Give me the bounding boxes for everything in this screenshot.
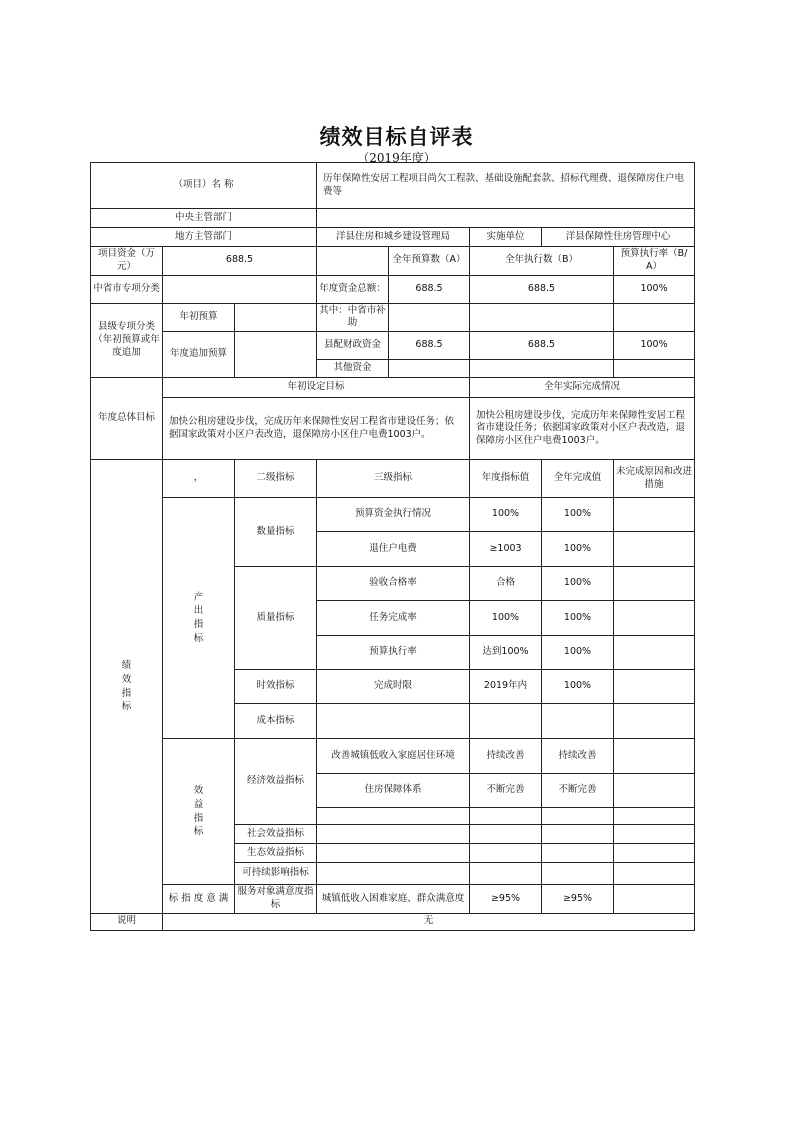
output-label: 产出指标 (163, 498, 235, 739)
eco-target (470, 844, 542, 863)
row-target: ≥95% (470, 885, 542, 914)
row-target: 合格 (470, 567, 542, 601)
page-title: 绩效目标自评表 (319, 125, 474, 149)
year-total-label: 年度资金总额： (317, 275, 389, 303)
row-done: 100% (542, 636, 614, 670)
row-name: 退住户电费 (317, 532, 470, 567)
central-special-label: 中省市专项分类 (91, 275, 163, 303)
row-target: ≥1003 (470, 532, 542, 567)
central-special-value (163, 275, 317, 303)
row-done: 100% (542, 532, 614, 567)
year-total-rate: 100% (614, 275, 695, 303)
social-done (542, 825, 614, 844)
row-target: 达到100% (470, 636, 542, 670)
eco-reason (614, 844, 695, 863)
eco-label: 生态效益指标 (235, 844, 317, 863)
satisfaction-label: 标 指 度 意 满 (163, 885, 235, 914)
row-name: 验收合格率 (317, 567, 470, 601)
eco-name (317, 844, 470, 863)
project-name-value: 历年保障性安居工程项目尚欠工程款、基础设施配套款、招标代理费、退保障房住户电费等 (317, 163, 695, 209)
social-reason (614, 825, 695, 844)
overall-done-text: 加快公租房建设步伐，完成历年来保障性安居工程省市建设任务；依据国家政策对小区户表改造，退保障房小区住户电费1003户。 (470, 398, 695, 460)
econ-label: 经济效益指标 (235, 739, 317, 825)
row-reason (614, 670, 695, 704)
econ-blank-name (317, 808, 470, 825)
overall-target-label: 年度总体目标 (91, 378, 163, 460)
county-fund-budget: 688.5 (389, 332, 470, 360)
row-done: 不断完善 (542, 774, 614, 808)
other-fund-exec (470, 360, 614, 378)
row-reason (614, 601, 695, 636)
row-done: 100% (542, 670, 614, 704)
row-name: 城镇低收入困难家庭、群众满意度 (317, 885, 470, 914)
central-dept-label: 中央主管部门 (91, 209, 317, 228)
row-name: 预算资金执行情况 (317, 498, 470, 532)
sustain-label: 可持续影响指标 (235, 863, 317, 885)
social-label: 社会效益指标 (235, 825, 317, 844)
overall-set-label: 年初设定目标 (163, 378, 470, 398)
funds-label: 项目资金（万元） (91, 247, 163, 276)
row-reason (614, 532, 695, 567)
perf-col3: 三级指标 (317, 460, 470, 498)
perf-col4: 年度指标值 (470, 460, 542, 498)
row-reason (614, 636, 695, 670)
row-done: 100% (542, 498, 614, 532)
row-reason (614, 498, 695, 532)
social-target (470, 825, 542, 844)
cost-name (317, 704, 470, 739)
eco-done (542, 844, 614, 863)
initial-budget-label: 年初预算 (163, 303, 235, 332)
perf-label: 绩效指标 (91, 460, 163, 914)
row-done: 100% (542, 601, 614, 636)
row-reason (614, 774, 695, 808)
row-name: 完成时限 (317, 670, 470, 704)
row-target: 不断完善 (470, 774, 542, 808)
central-dept-value (317, 209, 695, 228)
budget-label: 全年预算数（A） (389, 247, 470, 276)
page-year: （2019年度） (357, 151, 436, 165)
sustain-reason (614, 863, 695, 885)
sustain-done (542, 863, 614, 885)
row-reason (614, 739, 695, 774)
county-fund-exec: 688.5 (470, 332, 614, 360)
overall-done-label: 全年实际完成情况 (470, 378, 695, 398)
evaluation-table (90, 162, 695, 931)
initial-budget-value (235, 303, 317, 332)
subsidy-rate (614, 303, 695, 332)
local-dept-label: 地方主管部门 (91, 228, 317, 247)
cost-done (542, 704, 614, 739)
sustain-target (470, 863, 542, 885)
row-name: 住房保障体系 (317, 774, 470, 808)
econ-blank-done (542, 808, 614, 825)
econ-blank-target (470, 808, 542, 825)
econ-blank-reason (614, 808, 695, 825)
note-value: 无 (163, 913, 695, 930)
impl-unit-label: 实施单位 (470, 228, 542, 247)
row-done: 持续改善 (542, 739, 614, 774)
added-budget-value (235, 332, 317, 378)
overall-set-text: 加快公租房建设步伐，完成历年来保障性安居工程省市建设任务；依据国家政策对小区户表改造，退保障房小区住户电费1003户。 (163, 398, 470, 460)
satisfaction-sub-label: 服务对象满意度指标 (235, 885, 317, 914)
impl-unit-value: 洋县保障性住房管理中心 (542, 228, 695, 247)
funds-blank (317, 247, 389, 276)
other-fund-label: 其他资金 (317, 360, 389, 378)
quality-label: 质量指标 (235, 567, 317, 670)
cost-target (470, 704, 542, 739)
row-reason (614, 567, 695, 601)
row-target: 持续改善 (470, 739, 542, 774)
row-target: 100% (470, 601, 542, 636)
added-budget-label: 年度追加预算 (163, 332, 235, 378)
perf-col2: 二级指标 (235, 460, 317, 498)
rate-label: 预算执行率（B/A） (614, 247, 695, 276)
year-total-exec: 688.5 (470, 275, 614, 303)
sustain-name (317, 863, 470, 885)
cost-reason (614, 704, 695, 739)
local-dept-value: 洋县住房和城乡建设管理局 (317, 228, 470, 247)
row-name: 改善城镇低收入家庭居住环境 (317, 739, 470, 774)
perf-col5: 全年完成值 (542, 460, 614, 498)
subsidy-label: 其中：中省市补助 (317, 303, 389, 332)
subsidy-budget (389, 303, 470, 332)
exec-label: 全年执行数（B） (470, 247, 614, 276)
row-target: 100% (470, 498, 542, 532)
subsidy-exec (470, 303, 614, 332)
county-special-label: 县级专项分类（年初预算或年度追加 (91, 303, 163, 378)
other-fund-rate (614, 360, 695, 378)
county-fund-rate: 100% (614, 332, 695, 360)
time-label: 时效指标 (235, 670, 317, 704)
funds-total: 688.5 (163, 247, 317, 276)
social-name (317, 825, 470, 844)
row-target: 2019年内 (470, 670, 542, 704)
project-name-label: （项目）名 称 (91, 163, 317, 209)
cost-label: 成本指标 (235, 704, 317, 739)
row-done: ≥95% (542, 885, 614, 914)
qty-label: 数量指标 (235, 498, 317, 567)
row-reason (614, 885, 695, 914)
year-total-budget: 688.5 (389, 275, 470, 303)
row-name: 预算执行率 (317, 636, 470, 670)
perf-col6: 未完成原因和改进措施 (614, 460, 695, 498)
benefit-label: 效益指标 (163, 739, 235, 885)
county-fund-label: 县配财政资金 (317, 332, 389, 360)
row-name: 任务完成率 (317, 601, 470, 636)
row-done: 100% (542, 567, 614, 601)
other-fund-budget (389, 360, 470, 378)
note-label: 说明 (91, 913, 163, 930)
perf-col1: ， (163, 460, 235, 498)
